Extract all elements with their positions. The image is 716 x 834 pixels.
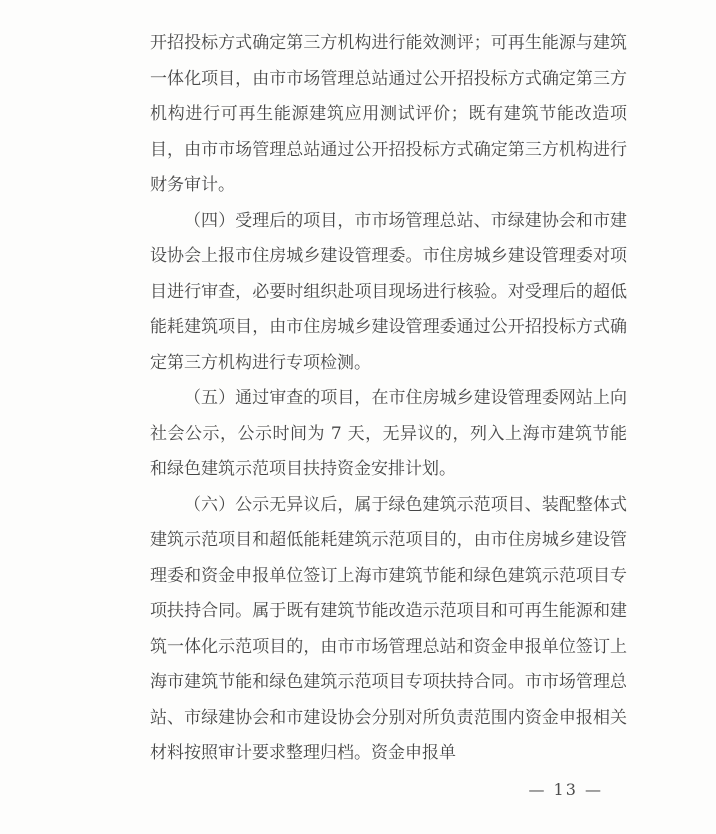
document-paragraph: （五）通过审查的项目，在市住房城乡建设管理委网站上向社会公示，公示时间为 7 天，无异议的，列入上海市建筑节能和绿色建筑示范项目扶持资金安排计划。 bbox=[150, 388, 627, 479]
document-paragraph: （六）公示无异议后，属于绿色建筑示范项目、装配整体式建筑示范项目和超低能耗建筑示范项目的，由市住房城乡建设管理委和资金申报单位签订上海市建筑节能和绿色建筑示范项目专项扶持合同。属于既有建筑节能改造示范项目和可再生能源和建筑一体化示范项目的，由市市场管理总站和资金申报单位签订上海市建筑节能和绿色建筑示范项目专项扶持合同。市市场管理总站、市绿建协会和市建设协会分别对所负责范围内资金申报相关材料按照审计要求整理归档。资金申报单 bbox=[150, 494, 627, 763]
document-body bbox=[150, 26, 627, 772]
document-paragraph: 开招投标方式确定第三方机构进行能效测评；可再生能源与建筑一体化项目，由市市场管理总站通过公开招投标方式确定第三方机构进行可再生能源建筑应用测试评价；既有建筑节能改造项目，由市市场管理总站通过公开招投标方式确定第三方机构进行财务审计。 bbox=[150, 33, 627, 195]
document-paragraph: （四）受理后的项目，市市场管理总站、市绿建协会和市建设协会上报市住房城乡建设管理委。市住房城乡建设管理委对项目进行审查，必要时组织赴项目现场进行核验。对受理后的超低能耗建筑项目，由市住房城乡建设管理委通过公开招投标方式确定第三方机构进行专项检测。 bbox=[150, 210, 627, 373]
page-number: — 13 — bbox=[528, 780, 603, 799]
